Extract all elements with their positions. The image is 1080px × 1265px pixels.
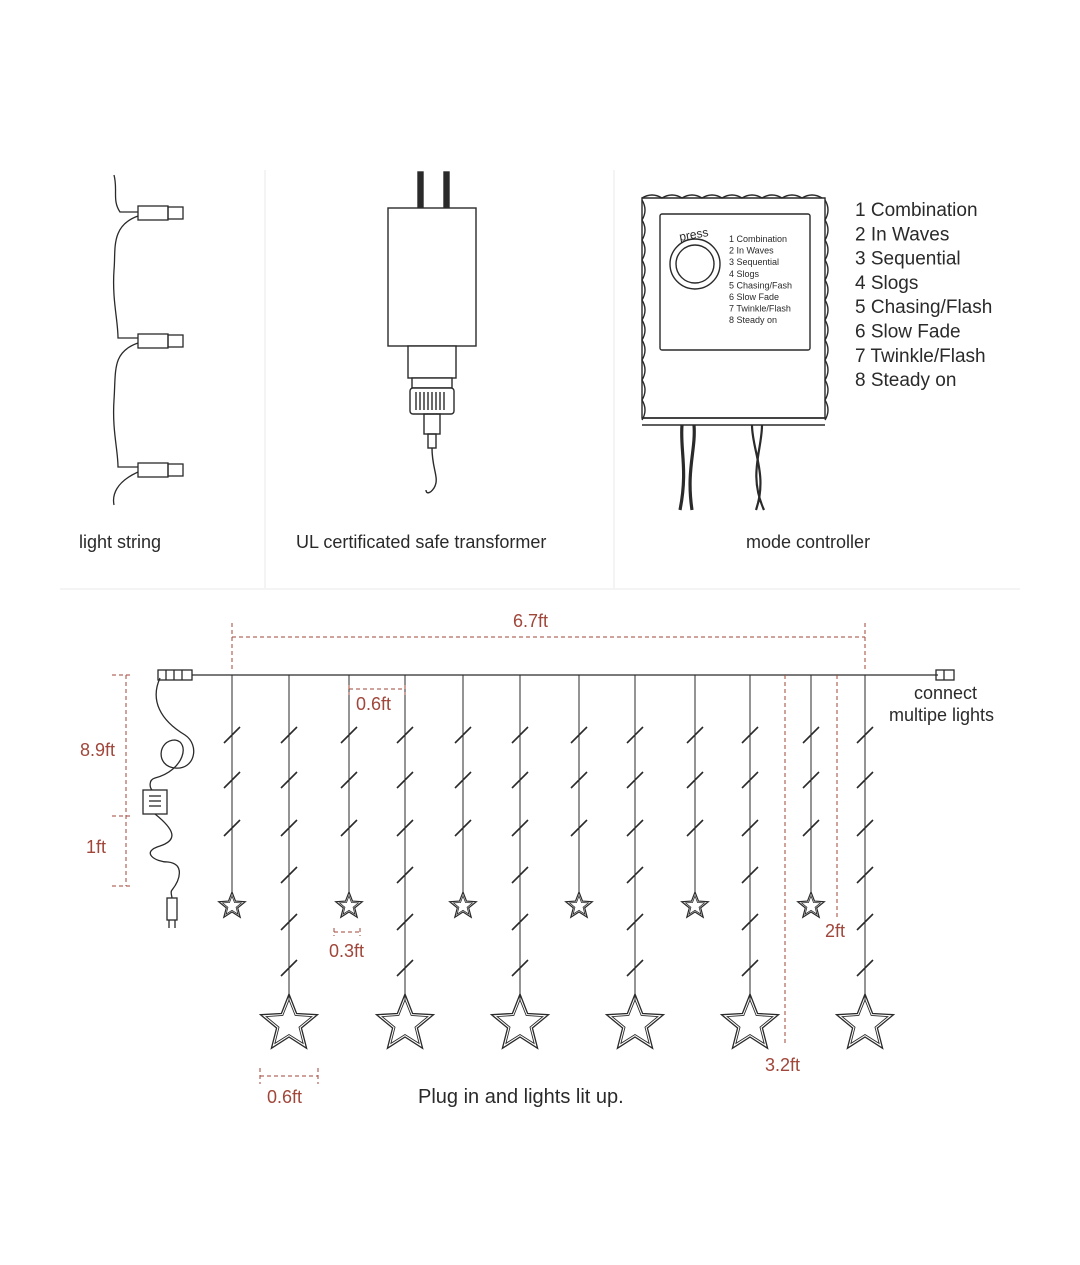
caption: Plug in and lights lit up. xyxy=(418,1086,624,1108)
mode-item: 6 Slow Fade xyxy=(855,321,961,343)
box-mode-item: 2 In Waves xyxy=(729,245,774,256)
box-mode-item: 8 Steady on xyxy=(729,315,778,326)
box-mode-item: 1 Combination xyxy=(729,234,788,244)
box-mode-item: 4 Slogs xyxy=(729,268,760,279)
curtain-main-wire xyxy=(143,670,954,928)
bottom-gap-dimension: 0.6ft xyxy=(267,1087,303,1107)
long-strand xyxy=(722,675,779,1048)
plug-connector-icon xyxy=(158,670,192,680)
transformer-label: UL certificated safe transformer xyxy=(296,532,547,552)
controller-lead-dimension: 1ft xyxy=(86,837,107,857)
box-mode-item: 5 Chasing/Fash xyxy=(729,280,793,291)
bulb-socket-icon xyxy=(138,334,183,348)
long-strand xyxy=(492,675,549,1048)
light-string-illustration xyxy=(114,175,183,505)
mode-list xyxy=(855,200,992,391)
mode-item: 7 Twinkle/Flash xyxy=(855,345,986,367)
bulb-socket-icon xyxy=(138,463,183,477)
controller-box-icon xyxy=(143,790,167,814)
large-star-icon xyxy=(377,994,434,1048)
long-strand xyxy=(607,675,664,1048)
short-strand xyxy=(798,675,825,917)
box-mode-item: 6 Slow Fade xyxy=(729,292,780,302)
power-plug-icon xyxy=(167,898,177,920)
short-strand xyxy=(219,675,246,917)
press-label: press xyxy=(678,225,710,244)
curtain-strands xyxy=(219,675,894,1048)
short-strand xyxy=(566,675,593,917)
box-mode-item: 3 Sequential xyxy=(729,257,780,268)
mode-item: 3 Sequential xyxy=(855,248,961,270)
mode-item: 8 Steady on xyxy=(855,370,957,392)
bulb-socket-icon xyxy=(138,206,183,220)
connect-label-line1: connect xyxy=(914,683,978,703)
connect-label-line2: multipe lights xyxy=(889,705,995,725)
mode-item: 2 In Waves xyxy=(855,224,950,246)
transformer-illustration xyxy=(388,172,476,493)
large-star-icon xyxy=(837,994,894,1048)
end-connector-icon xyxy=(936,670,954,680)
mode-item: 1 Combination xyxy=(855,200,978,221)
light-string-label: light string xyxy=(79,532,162,552)
long-strand xyxy=(261,675,318,1048)
short-drop-dimension: 2ft xyxy=(825,921,846,941)
lead-dimension: 8.9ft xyxy=(80,740,116,760)
long-strand xyxy=(837,675,894,1048)
small-star-dimension: 0.3ft xyxy=(329,941,365,961)
width-dimension: 6.7ft xyxy=(513,611,549,631)
controller-label: mode controller xyxy=(746,532,871,552)
long-strand xyxy=(377,675,434,1048)
large-star-icon xyxy=(492,994,549,1048)
dimension-lines xyxy=(112,623,865,1084)
large-star-icon xyxy=(722,994,779,1048)
large-star-icon xyxy=(607,994,664,1048)
large-star-icon xyxy=(261,994,318,1048)
mode-item: 4 Slogs xyxy=(855,272,919,294)
long-drop-dimension: 3.2ft xyxy=(765,1055,801,1075)
short-strand xyxy=(450,675,477,917)
strand-gap-dimension: 0.6ft xyxy=(356,694,392,714)
mode-item: 5 Chasing/Flash xyxy=(855,297,993,319)
short-strand xyxy=(682,675,709,917)
box-mode-item: 7 Twinkle/Flash xyxy=(729,303,791,314)
